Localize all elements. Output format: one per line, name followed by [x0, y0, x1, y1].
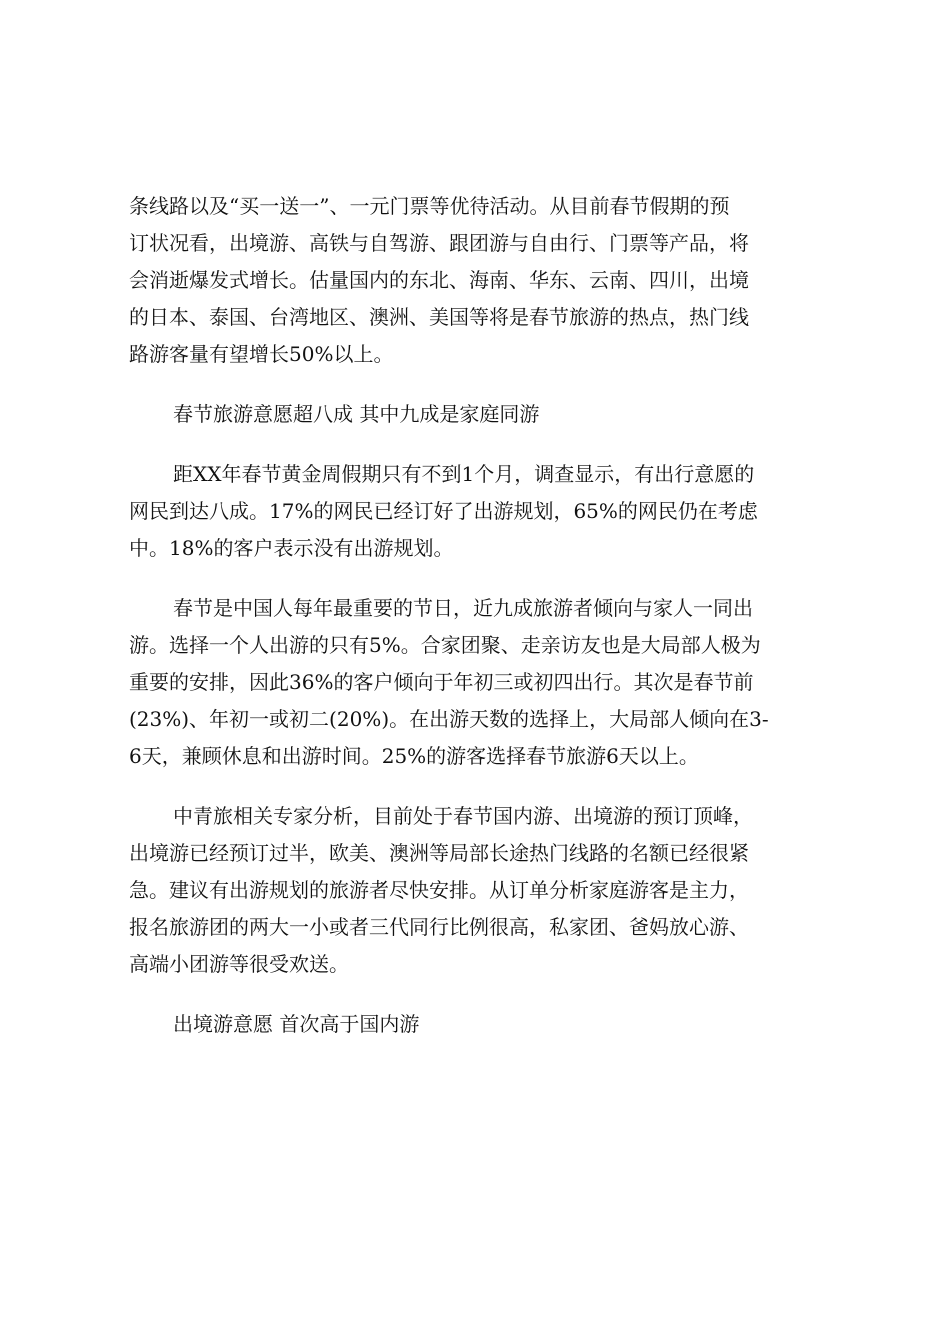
text-line: 出境游已经预订过半，欧美、澳洲等局部长途热门线路的名额已经很紧: [129, 841, 749, 865]
paragraph-family-travel: [129, 590, 832, 775]
text-line: 会消逝爆发式增长。估量国内的东北、海南、华东、云南、四川，出境: [129, 268, 749, 292]
text-line: 订状况看，出境游、高铁与自驾游、跟团游与自由行、门票等产品，将: [129, 231, 749, 255]
text-line: 高端小团游等很受欢送。: [129, 952, 349, 976]
text-line: 中青旅相关专家分析，目前处于春节国内游、出境游的预订顶峰，: [173, 804, 753, 828]
heading-line: 春节旅游意愿超八成 其中九成是家庭同游: [173, 402, 540, 426]
text-line: 中。18%的客户表示没有出游规划。: [129, 536, 454, 560]
text-line: 条线路以及“买一送一”、一元门票等优待活动。从目前春节假期的预: [129, 194, 730, 218]
paragraph-survey-results: [129, 456, 832, 567]
text-line: (23%)、年初一或初二(20%)。在出游天数的选择上，大局部人倾向在3-: [129, 707, 769, 731]
text-line: 的日本、泰国、台湾地区、澳洲、美国等将是春节旅游的热点，热门线: [129, 305, 749, 329]
heading-line: 出境游意愿 首次高于国内游: [173, 1012, 420, 1036]
text-line: 路游客量有望增长50%以上。: [129, 342, 394, 366]
document-body: [129, 188, 832, 1043]
text-line: 游。选择一个人出游的只有5%。合家团聚、走亲访友也是大局部人极为: [129, 633, 761, 657]
paragraph-offers-continuation: [129, 188, 832, 373]
text-line: 急。建议有出游规划的旅游者尽快安排。从订单分析家庭游客是主力，: [129, 878, 749, 902]
text-line: 报名旅游团的两大一小或者三代同行比例很高，私家团、爸妈放心游、: [129, 915, 749, 939]
text-line: 距XX年春节黄金周假期只有不到1个月，调查显示，有出行意愿的: [173, 462, 755, 486]
section-heading-outbound-intent: [129, 1006, 832, 1043]
text-line: 重要的安排，因此36%的客户倾向于年初三或初四出行。其次是春节前: [129, 670, 754, 694]
section-heading-travel-intent: [129, 396, 832, 433]
text-line: 6天，兼顾休息和出游时间。25%的游客选择春节旅游6天以上。: [129, 744, 699, 768]
text-line: 春节是中国人每年最重要的节日，近九成旅游者倾向与家人一同出: [173, 596, 753, 620]
paragraph-expert-analysis: [129, 798, 832, 983]
text-line: 网民到达八成。17%的网民已经订好了出游规划，65%的网民仍在考虑: [129, 499, 758, 523]
